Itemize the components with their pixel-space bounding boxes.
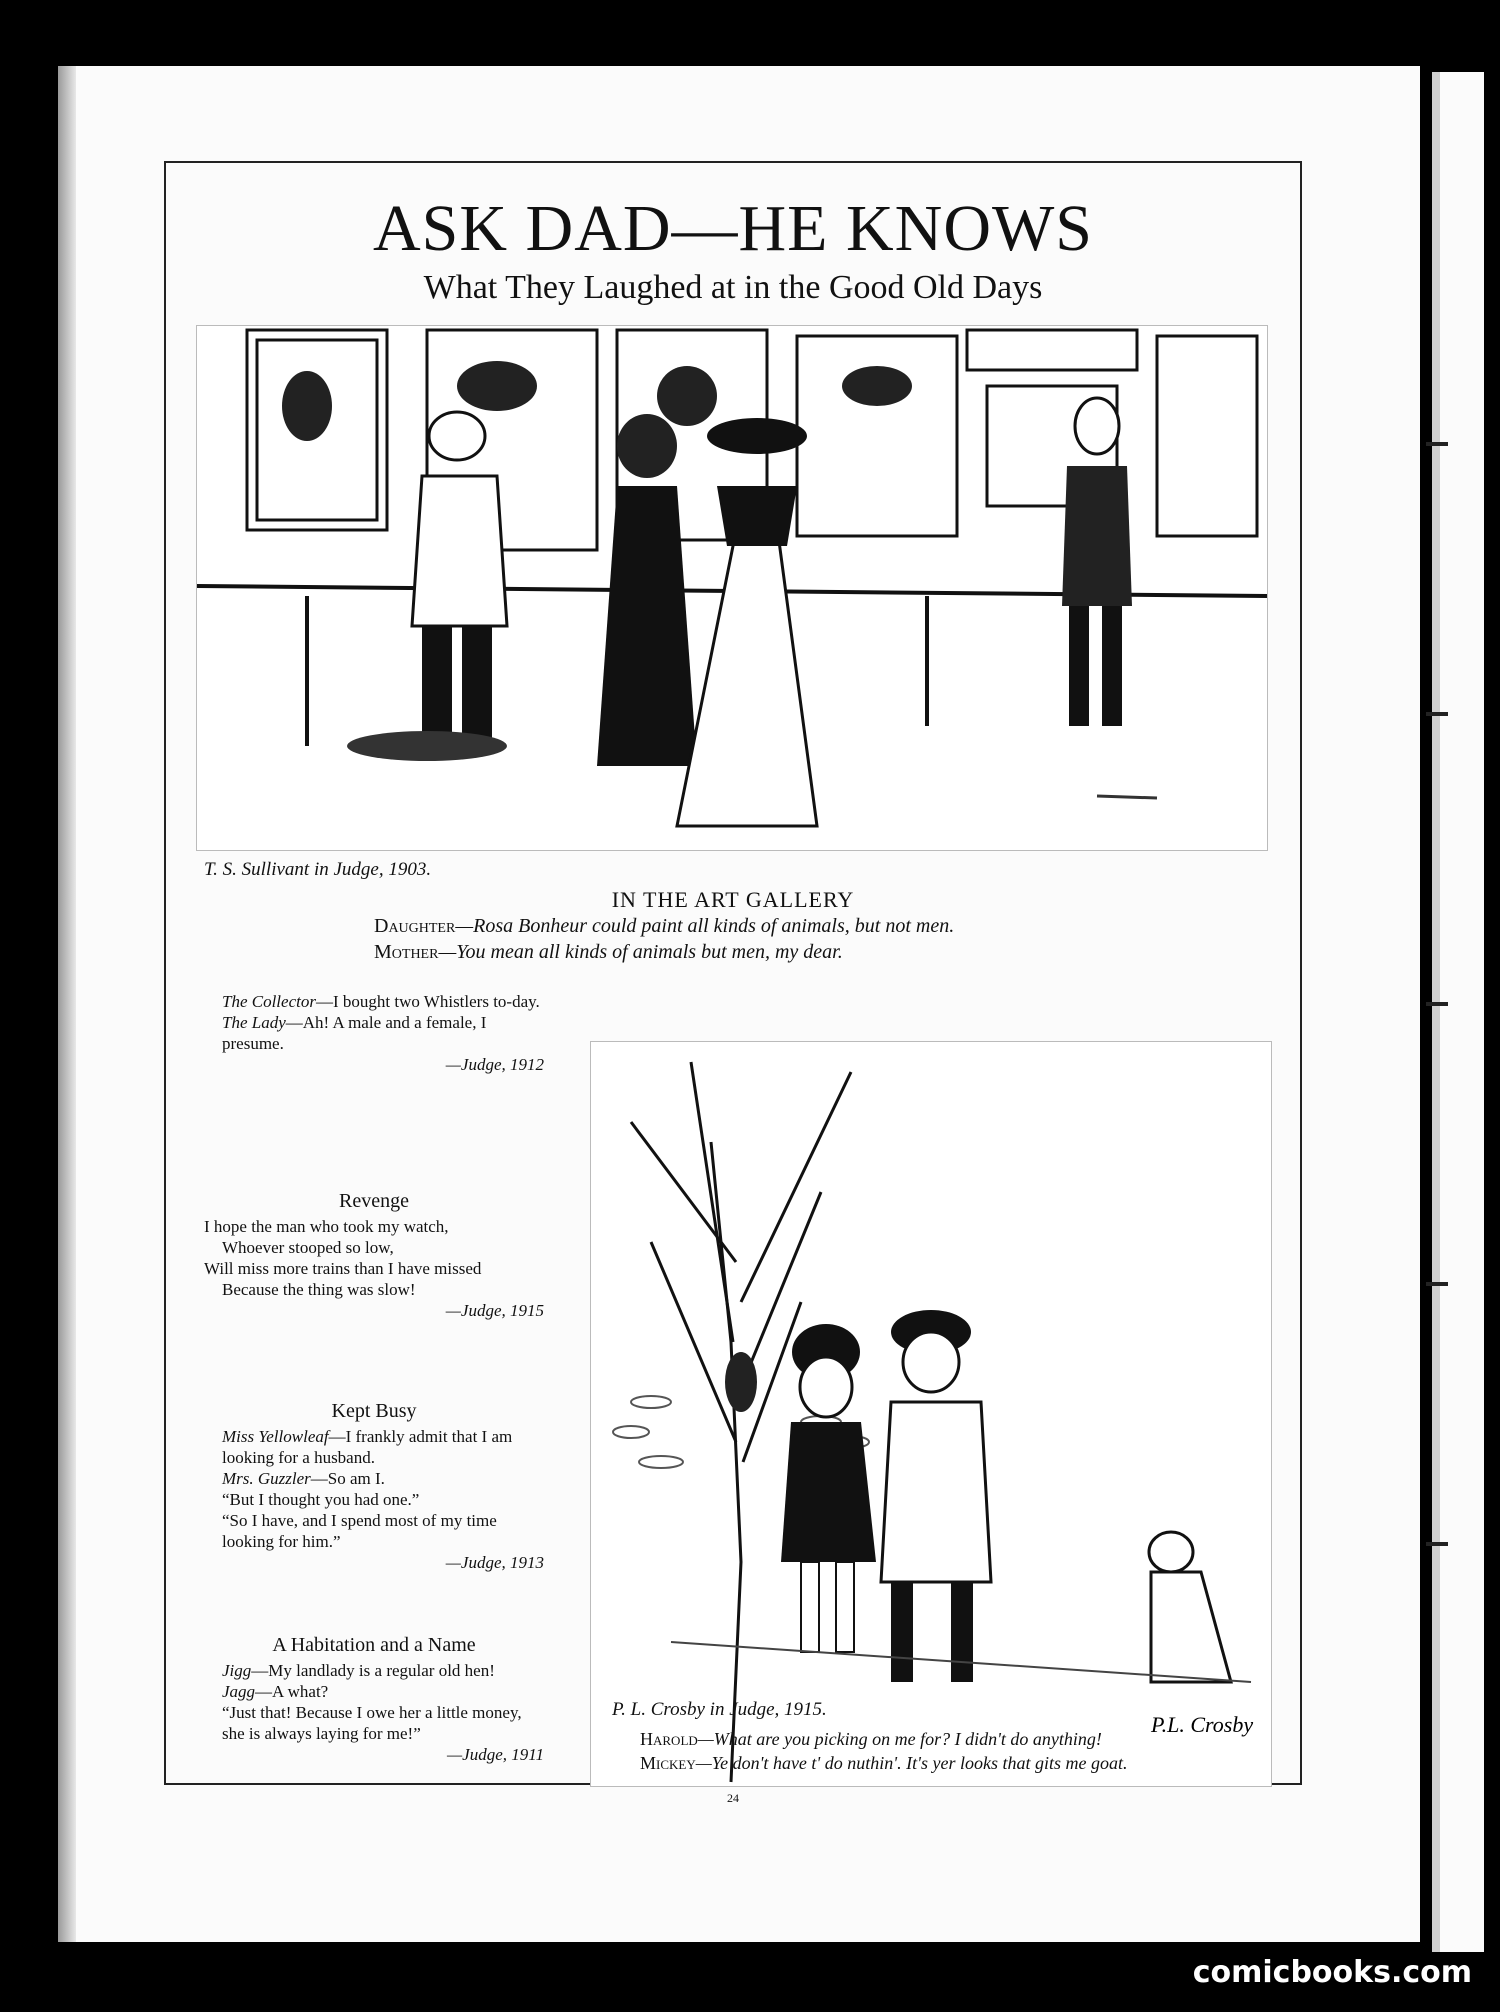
habitation-source: —Judge, 1911 <box>447 1745 544 1764</box>
harold-text: —What are you picking on me for? I didn't do anything! <box>697 1729 1102 1749</box>
binding-stitch <box>1426 1542 1448 1546</box>
lady-text: —Ah! A male and a female, I presume. <box>222 1013 487 1053</box>
speaker-daughter: Daughter <box>374 915 456 937</box>
page-title: ASK DAD—HE KNOWS <box>373 192 1093 265</box>
binding-stitch <box>1426 712 1448 716</box>
mickey-text: —Ye don't have t' do nuthin'. It's yer looks that gits me goat. <box>695 1753 1128 1773</box>
joke-collector <box>204 991 544 1075</box>
kids-cartoon <box>590 1041 1272 1787</box>
cartoon1-dialogue-mother <box>374 941 843 964</box>
poem-revenge <box>204 1191 544 1321</box>
page-subtitle: What They Laughed at in the Good Old Days <box>423 269 1043 306</box>
cartoon1-dialogue-daughter <box>374 915 954 938</box>
mother-text: —You mean all kinds of animals but men, my dear. <box>438 941 843 963</box>
joke-kept-busy <box>204 1401 544 1573</box>
collector-source: —Judge, 1912 <box>445 1055 544 1074</box>
cartoon2-dialogue-harold <box>640 1729 1102 1750</box>
joke-habitation <box>204 1635 544 1765</box>
guzzler-text: —So am I. <box>310 1469 385 1488</box>
speaker-lady: The Lady <box>222 1013 286 1032</box>
revenge-heading: Revenge <box>339 1190 409 1212</box>
revenge-line-4: Because the thing was slow! <box>222 1280 416 1299</box>
jigg-text: —My landlady is a regular old hen! <box>251 1661 495 1680</box>
speaker-jigg: Jigg <box>222 1661 252 1680</box>
habitation-heading: A Habitation and a Name <box>272 1634 476 1656</box>
revenge-line-3: Will miss more trains than I have missed <box>204 1259 482 1278</box>
cartoon2-dialogue-mickey <box>612 1753 1252 1774</box>
cartoon1-heading: IN THE ART GALLERY <box>611 887 855 912</box>
cartoon1-credit: T. S. Sullivant in Judge, 1903. <box>204 859 432 880</box>
revenge-line-2: Whoever stooped so low, <box>222 1238 394 1257</box>
binding-stitch <box>1426 1282 1448 1286</box>
kept-busy-heading: Kept Busy <box>331 1400 417 1422</box>
speaker-jagg: Jagg <box>222 1682 256 1701</box>
speaker-mrs-guzzler: Mrs. Guzzler <box>222 1469 311 1488</box>
page-number: 24 <box>727 1791 739 1805</box>
kept-busy-line-3: “But I thought you had one.” <box>222 1490 420 1509</box>
art-gallery-cartoon <box>196 325 1268 851</box>
yellowleaf-text: —I frankly admit that I am looking for a husband. <box>222 1427 513 1467</box>
book-spine-shadow <box>58 66 76 1942</box>
kept-busy-source: —Judge, 1913 <box>445 1553 544 1572</box>
kept-busy-line-4: “So I have, and I spend most of my time looking for him.” <box>222 1511 497 1551</box>
cartoon2-credit: P. L. Crosby in Judge, 1915. <box>612 1699 827 1720</box>
habitation-line-3: “Just that! Because I owe her a little money, she is always laying for me!” <box>222 1703 522 1743</box>
binding-strip <box>1432 72 1440 1952</box>
revenge-line-1: I hope the man who took my watch, <box>204 1217 449 1236</box>
right-page-edge <box>1432 72 1484 1952</box>
daughter-text: —Rosa Bonheur could paint all kinds of animals, but not men. <box>455 915 955 937</box>
page-frame <box>164 161 1302 1805</box>
speaker-collector: The Collector <box>222 992 316 1011</box>
binding-stitch <box>1426 442 1448 446</box>
left-page <box>58 66 1420 1942</box>
speaker-harold: Harold <box>640 1729 698 1749</box>
collector-text: —I bought two Whistlers to-day. <box>315 992 540 1011</box>
crosby-signature: P.L. Crosby <box>1151 1712 1254 1737</box>
speaker-mother: Mother <box>374 941 439 963</box>
speaker-miss-yellowleaf: Miss Yellowleaf <box>222 1427 329 1446</box>
jagg-text: —A what? <box>255 1682 329 1701</box>
speaker-mickey: Mickey <box>640 1753 696 1773</box>
revenge-source: —Judge, 1915 <box>445 1301 544 1320</box>
binding-stitch <box>1426 1002 1448 1006</box>
watermark: comicbooks.com <box>1192 1955 1472 1990</box>
